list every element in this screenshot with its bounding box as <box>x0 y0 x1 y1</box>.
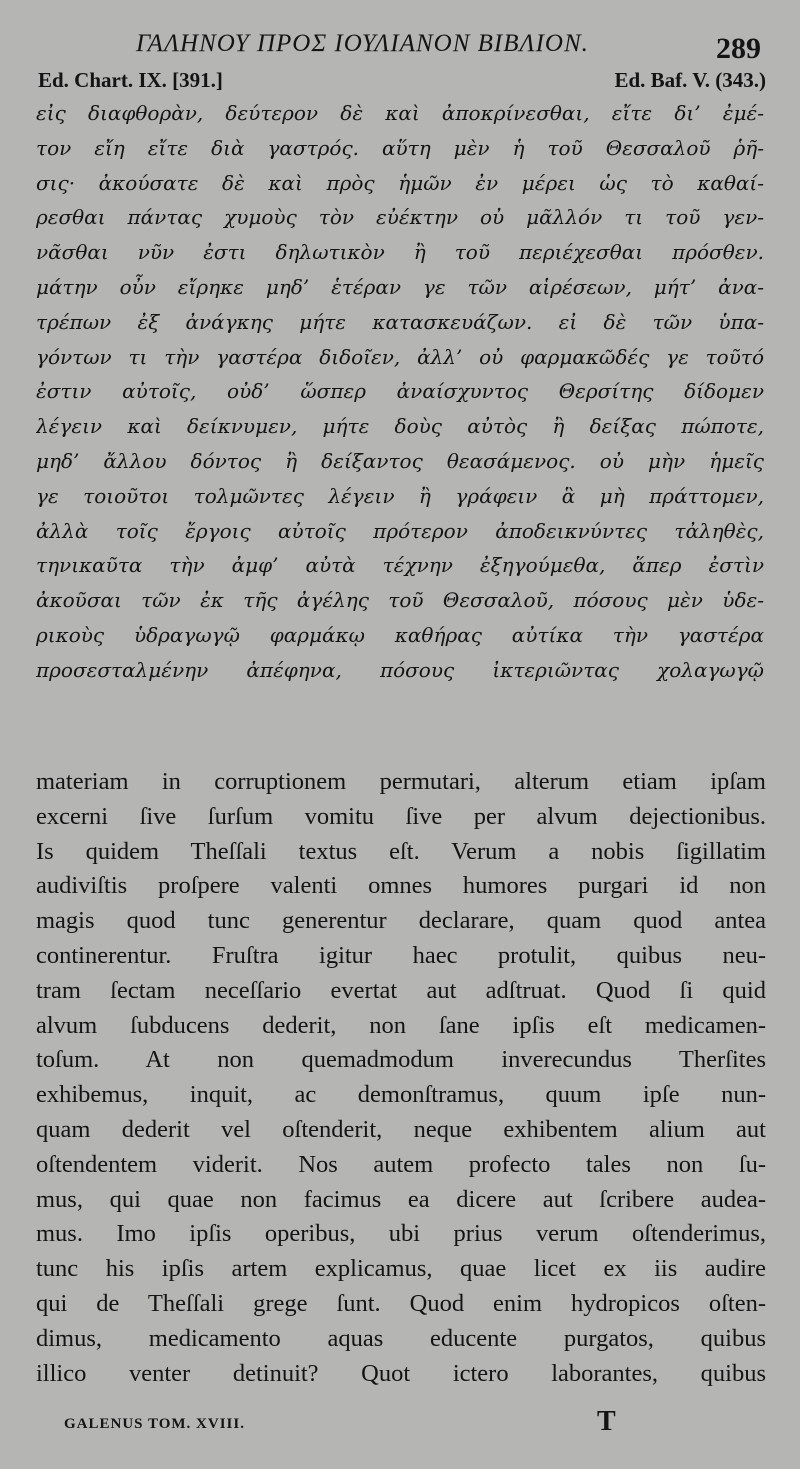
greek-text-line: γόντων τι τὴν γαστέρα διδοῖεν, ἀλλ’ οὐ φαρμακῶδές γε τοῦτό <box>36 344 764 369</box>
latin-text-line: tunc his ipſis artem explicamus, quae licet ex iis audire <box>36 1255 766 1283</box>
latin-text-line: dimus, medicamento aquas educente purgatos, quibus <box>36 1324 766 1352</box>
greek-text-line: ἀλλὰ τοῖς ἔργοις αὐτοῖς πρότερον ἀποδεικνύντες τἀληθὲς, <box>36 518 764 543</box>
latin-text-line: materiam in corruptionem permutari, alterum etiam ipſam <box>36 768 766 795</box>
latin-text-line: alvum ſubducens dederit, non ſane ipſis eſt medicamen- <box>36 1011 766 1039</box>
greek-text-line: μάτην οὖν εἴρηκε μηδ’ ἑτέραν γε τῶν αἱρέσεων, μήτ’ ἀνα- <box>36 274 764 299</box>
signature-line: GALENUS TOM. XVIII. <box>64 1416 245 1432</box>
edition-chartier-ref: Ed. Chart. IX. [391.] <box>38 68 223 92</box>
latin-text-line: mus, qui quae non facimus ea dicere aut ſcribere audea- <box>36 1185 766 1213</box>
greek-text-line: τον εἴη εἴτε διὰ γαστρός. αὕτη μὲν ἡ τοῦ Θεσσαλοῦ ῥῆ- <box>36 135 764 160</box>
greek-text-line: ἐστιν αὐτοῖς, οὐδ’ ὥσπερ ἀναίσχυντος Θερσίτης δίδομεν <box>36 379 764 404</box>
running-head <box>0 26 800 65</box>
page-number: 289 <box>716 32 761 65</box>
latin-text-line: exhibemus, inquit, ac demonſtramus, quum ipſe nun- <box>36 1081 766 1109</box>
signature-mark: T <box>597 1406 616 1437</box>
latin-text-block <box>36 765 766 1391</box>
latin-text-line: Is quidem Theſſali textus eſt. Verum a nobis ſigillatim <box>36 837 766 865</box>
latin-text-line: qui de Theſſali grege ſunt. Quod enim hydropicos oſten- <box>36 1289 766 1317</box>
latin-text-line: magis quod tunc generentur declarare, quam quod antea <box>36 907 766 935</box>
latin-text-line: excerni ſive ſurſum vomitu ſive per alvum dejectionibus. <box>36 802 766 830</box>
greek-text-line: ρικοὺς ὑδραγωγῷ φαρμάκῳ καθήρας αὐτίκα τὴν γαστέρα <box>36 622 764 647</box>
page-footer <box>0 1406 800 1446</box>
greek-text-line: εἰς διαφθορὰν, δεύτερον δὲ καὶ ἀποκρίνεσθαι, εἴτε δι’ ἐμέ- <box>36 101 764 125</box>
greek-text-line: ρεσθαι πάντας χυμοὺς τὸν εὐέκτην οὐ μᾶλλόν τι τοῦ γεν- <box>36 205 764 230</box>
greek-text-line: γε τοιοῦτοι τολμῶντες λέγειν ἢ γράφειν ἃ μὴ πράττομεν, <box>36 483 764 508</box>
greek-text-line: λέγειν καὶ δείκνυμεν, μήτε δοὺς αὐτὸς ἢ δείξας πώποτε, <box>36 414 764 439</box>
greek-text-line: τρέπων ἐξ ἀνάγκης μήτε κατασκευάζων. εἰ δὲ τῶν ὑπα- <box>36 309 764 334</box>
running-title: ΓΑΛΗΝΟΥ ΠΡΟΣ ΙΟΥΛΙΑΝΟΝ ΒΙΒΛΙΟΝ. <box>136 30 589 57</box>
greek-text-block <box>36 96 764 688</box>
greek-text-line: ἀκοῦσαι τῶν ἐκ τῆς ἀγέλης τοῦ Θεσσαλοῦ, πόσους μὲν ὑδε- <box>36 588 764 613</box>
latin-text-line: oſtendentem viderit. Nos autem profecto tales non ſu- <box>36 1150 766 1178</box>
greek-text-line: νᾶσθαι νῦν ἐστι δηλωτικὸν ἢ τοῦ περιέχεσθαι πρόσθεν. <box>36 240 764 265</box>
latin-text-line: quam dederit vel oſtenderit, neque exhibentem alium aut <box>36 1115 766 1143</box>
latin-text-line: toſum. At non quemadmodum inverecundus Therſites <box>36 1046 766 1074</box>
latin-text-line: audiviſtis proſpere valenti omnes humores purgari id non <box>36 872 766 900</box>
greek-text-line: τηνικαῦτα τὴν ἀμφ’ αὐτὰ τέχνην ἐξηγούμεθα, ἅπερ ἐστὶν <box>36 553 764 578</box>
latin-text-line: mus. Imo ipſis operibus, ubi prius verum oſtenderimus, <box>36 1220 766 1248</box>
latin-text-line: tram ſectam neceſſario evertat aut adſtruat. Quod ſi quid <box>36 976 766 1004</box>
latin-text-line: continerentur. Fruſtra igitur haec protulit, quibus neu- <box>36 941 766 969</box>
edition-basel-ref: Ed. Baf. V. (343.) <box>614 68 766 92</box>
edition-reference-line <box>38 68 766 96</box>
latin-text-line: illico venter detinuit? Quot ictero laborantes, quibus <box>36 1359 766 1387</box>
greek-text-line: προσεσταλμένην ἀπέφηνα, πόσους ἰκτεριῶντας χολαγωγῷ <box>36 657 764 682</box>
greek-text-line: μηδ’ ἄλλου δόντος ἢ δείξαντος θεασάμενος. οὐ μὴν ἡμεῖς <box>36 448 764 473</box>
greek-text-line: σις· ἀκούσατε δὲ καὶ πρὸς ἡμῶν ἐν μέρει ὡς τὸ καθαί- <box>36 170 764 195</box>
